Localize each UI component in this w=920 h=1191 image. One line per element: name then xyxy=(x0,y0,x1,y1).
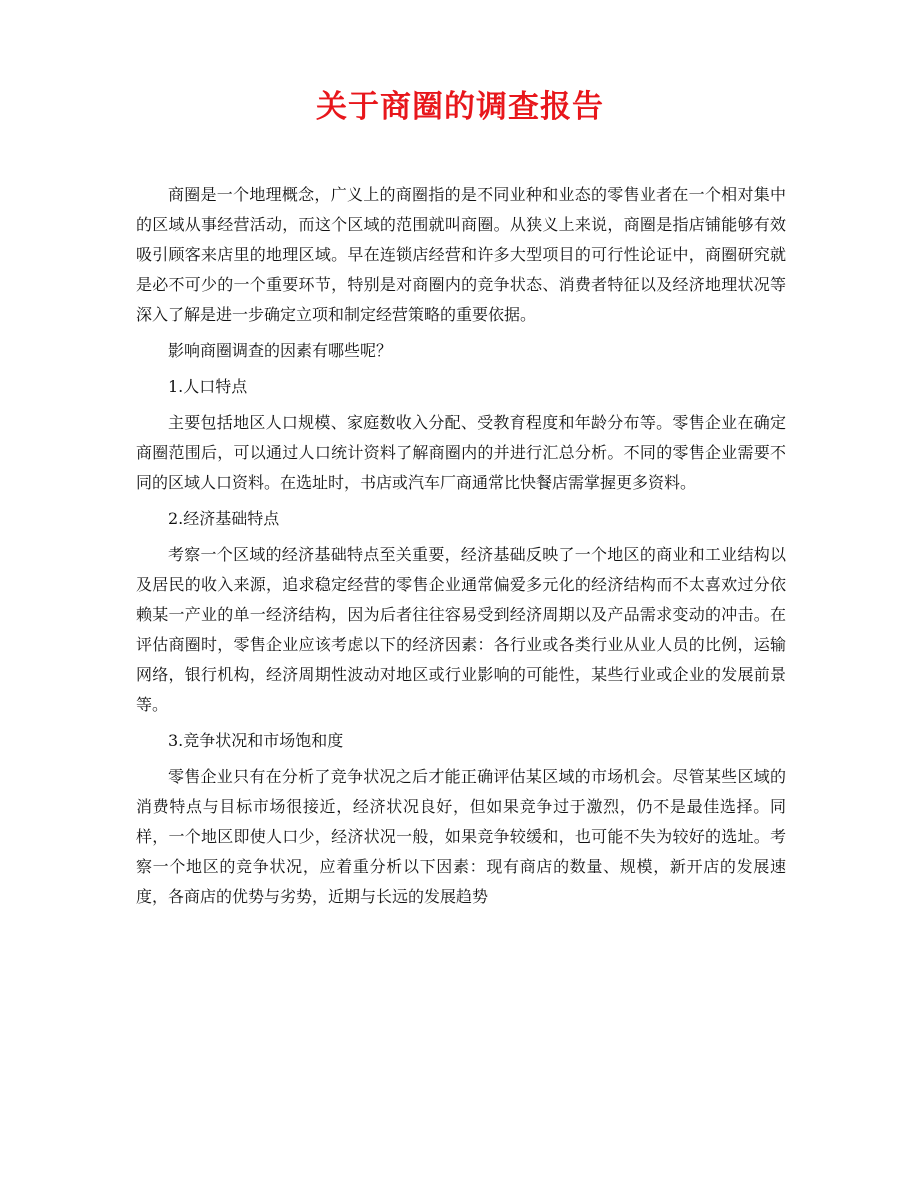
paragraph-question: 影响商圈调查的因素有哪些呢？ xyxy=(168,341,393,360)
document-title: 关于商圈的调查报告 xyxy=(316,89,604,125)
paragraph-competition: 零售企业只有在分析了竞争状况之后才能正确评估某区域的市场机会。尽管某些区域的消费特点与目标市场很接近，经济状况良好，但如果竞争过于激烈，仍不是最佳选择。同样，一个地区即使人口少，经济状况一般，如果竞争较缓和，也可能不失为较好的选址。考察一个地区的竞争状况，应着重分析以下因素：现有商店的数量、规模，新开店的发展速度，各商店的优势与劣势，近期与长远的发展趋势 xyxy=(136,767,786,906)
document-body xyxy=(136,180,786,918)
section-heading-competition: 3.竞争状况和市场饱和度 xyxy=(168,731,344,750)
paragraph-intro: 商圈是一个地理概念，广义上的商圈指的是不同业种和业态的零售业者在一个相对集中的区域从事经营活动，而这个区域的范围就叫商圈。从狭义上来说，商圈是指店铺能够有效吸引顾客来店里的地理区域。早在连锁店经营和许多大型项目的可行性论证中，商圈研究就是必不可少的一个重要环节，特别是对商圈内的竞争状态、消费者特征以及经济地理状况等深入了解是进一步确定立项和制定经营策略的重要依据。 xyxy=(136,185,786,324)
section-heading-economy: 2.经济基础特点 xyxy=(168,509,280,528)
paragraph-economy: 考察一个区域的经济基础特点至关重要，经济基础反映了一个地区的商业和工业结构以及居民的收入来源，追求稳定经营的零售企业通常偏爱多元化的经济结构而不太喜欢过分依赖某一产业的单一经济结构，因为后者往往容易受到经济周期以及产品需求变动的冲击。在评估商圈时，零售企业应该考虑以下的经济因素：各行业或各类行业从业人员的比例，运输网络，银行机构，经济周期性波动对地区或行业影响的可能性，某些行业或企业的发展前景等。 xyxy=(136,545,786,714)
paragraph-population: 主要包括地区人口规模、家庭数收入分配、受教育程度和年龄分布等。零售企业在确定商圈范围后，可以通过人口统计资料了解商圈内的并进行汇总分析。不同的零售企业需要不同的区域人口资料。在选址时，书店或汽车厂商通常比快餐店需掌握更多资料。 xyxy=(136,413,786,492)
section-heading-population: 1.人口特点 xyxy=(168,377,248,396)
